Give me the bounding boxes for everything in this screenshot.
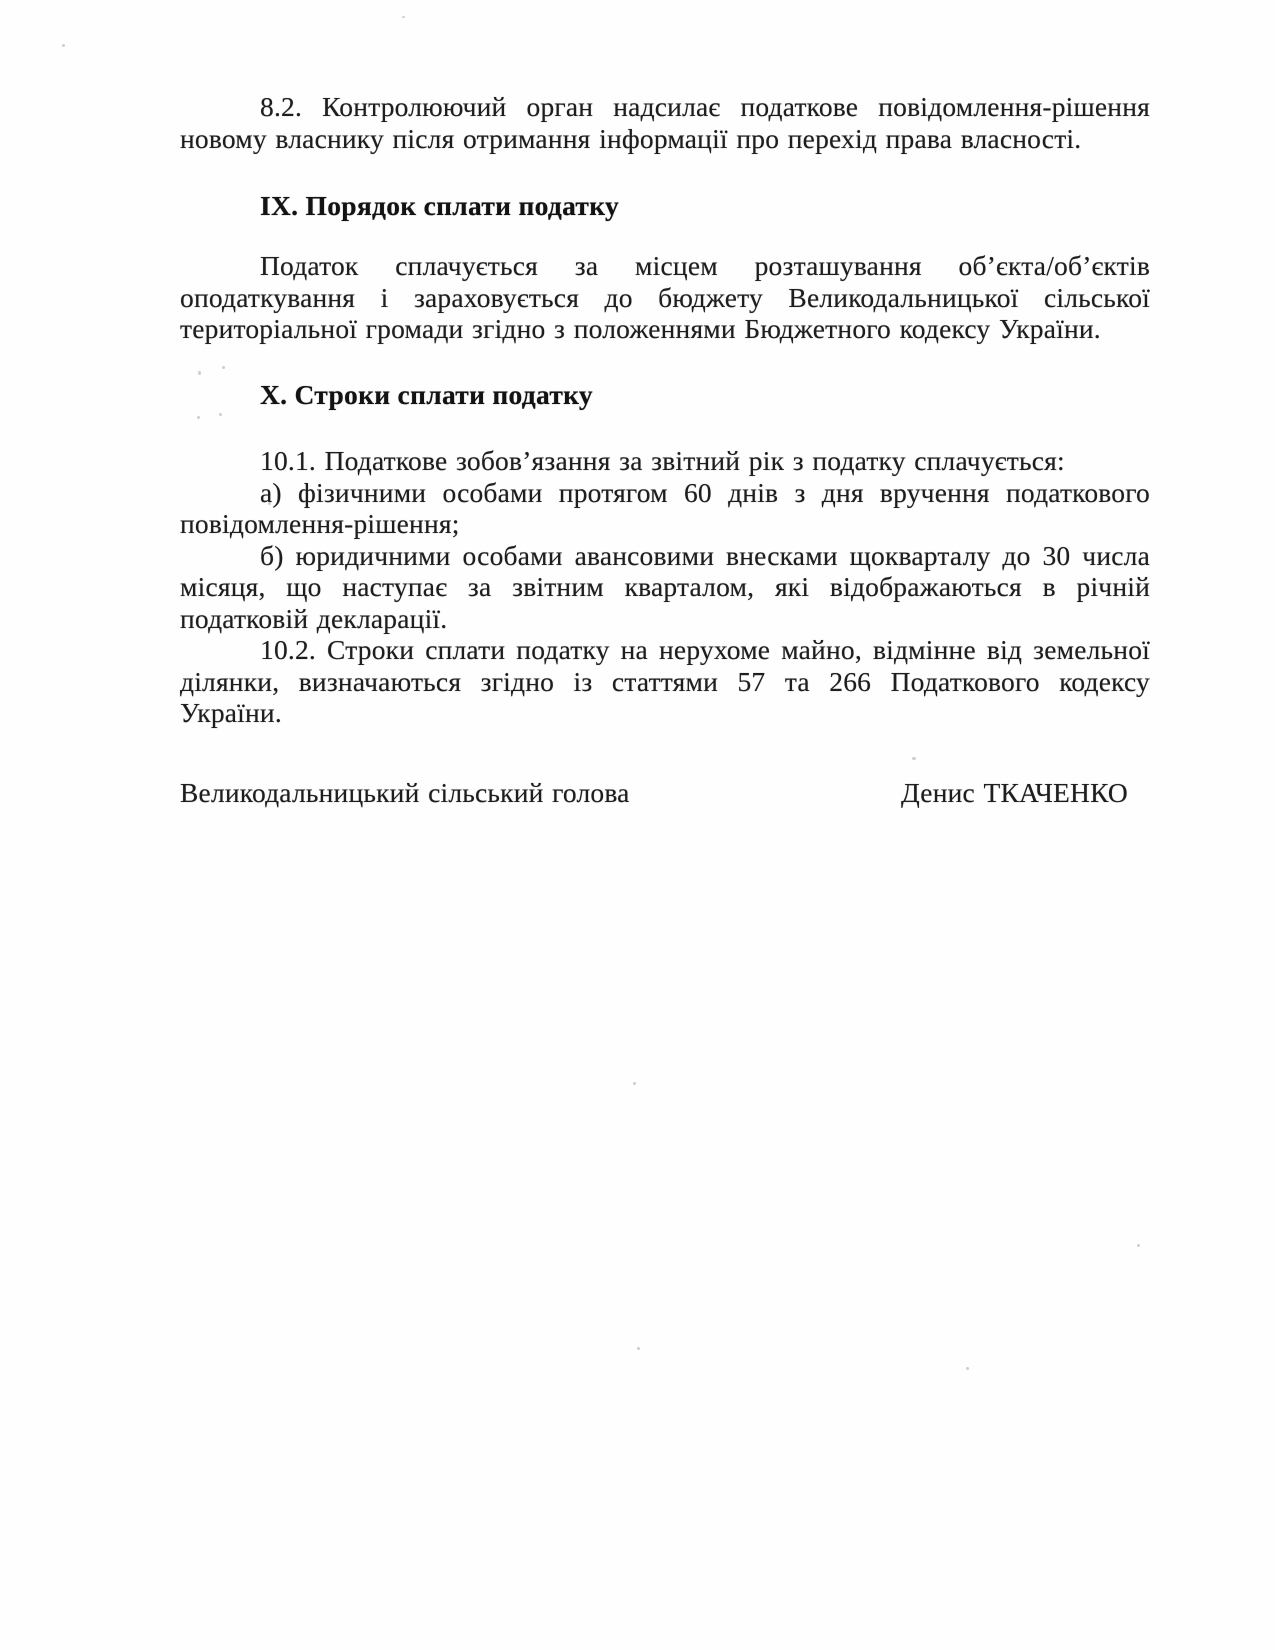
paragraph-line: територіальної громади згідно з положеннями Бюджетного кодексу України.	[180, 313, 1101, 344]
scan-speck	[62, 44, 65, 47]
signature-row	[180, 777, 1150, 809]
scan-speck	[198, 371, 201, 375]
scan-speck	[1137, 1244, 1140, 1247]
paragraph-item-a	[180, 477, 1150, 540]
scan-speck	[268, 502, 271, 505]
paragraph-line: оподаткування і зараховується до бюджету Великодальницької сільської	[180, 281, 1150, 313]
scan-speck	[197, 416, 200, 419]
section-x-body	[180, 445, 1150, 729]
paragraph-line: новому власнику після отримання інформації про перехід права власності.	[180, 122, 1082, 154]
section-heading-ix: IX. Порядок сплати податку	[260, 190, 620, 221]
signatory-title: Великодальницький сільський голова	[180, 777, 630, 808]
paragraph-line: місяця, що наступає за звітним кварталом, які відображаються в річній	[180, 571, 1150, 602]
paragraph-item-b	[180, 540, 1150, 635]
scan-speck	[637, 1347, 640, 1350]
paragraph-10-1: 10.1. Податкове зобов’язання за звітний рік з податку сплачується:	[260, 445, 1065, 476]
paragraph-line: б) юридичними особами авансовими внесками щокварталу до 30 числа	[260, 539, 1150, 571]
paragraph-line: а) фізичними особами протягом 60 днів з дня вручення податкового	[260, 476, 1150, 508]
paragraph-line: 8.2. Контролюючий орган надсилає податкове повідомлення-рішення	[260, 91, 1150, 122]
scan-speck	[966, 1367, 969, 1370]
scan-speck	[219, 413, 222, 416]
scan-speck	[633, 1082, 636, 1085]
paragraph-line: податковій декларації.	[180, 602, 448, 634]
paragraph-line: повідомлення-рішення;	[180, 508, 460, 539]
paragraph-line: Податок сплачується за місцем розташування об’єкта/об’єктів	[260, 250, 1150, 281]
signatory-name: Денис ТКАЧЕНКО	[901, 777, 1128, 808]
paragraph-10-2	[180, 634, 1150, 729]
scan-speck	[222, 366, 225, 369]
paragraph-line: 10.2. Строки сплати податку на нерухоме майно, відмінне від земельної	[260, 634, 1150, 665]
scan-speck	[912, 757, 916, 760]
paragraph-line: України.	[180, 697, 282, 728]
paragraph-8-2	[180, 91, 1150, 154]
paragraph-line: ділянки, визначаються згідно із статтями 57 та 266 Податкового кодексу	[180, 665, 1150, 697]
scan-speck	[402, 16, 405, 18]
section-heading-x: X. Строки сплати податку	[260, 379, 593, 410]
paragraph-tax-payment-place	[180, 250, 1150, 345]
